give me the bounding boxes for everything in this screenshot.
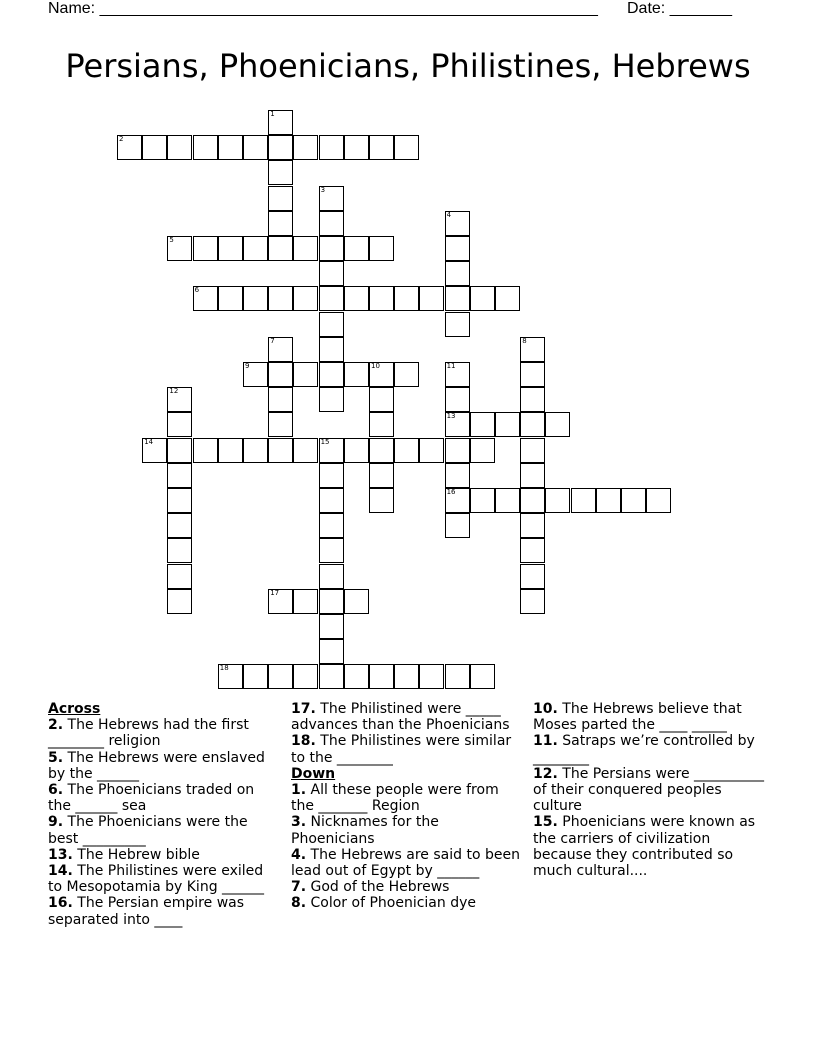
clue-item (291, 733, 523, 765)
grid-cell[interactable] (445, 362, 470, 387)
grid-cell[interactable] (268, 589, 293, 614)
grid-cell[interactable] (419, 664, 444, 689)
grid-cell[interactable] (243, 362, 268, 387)
clue-number: 3 (320, 185, 326, 194)
grid-cell[interactable] (319, 186, 344, 211)
clue-text: Color of Phoenician dye (306, 895, 476, 912)
clue-item (48, 717, 280, 749)
clue-item (48, 750, 280, 782)
clue-item (533, 766, 765, 815)
clue-item (291, 879, 523, 895)
grid-cell[interactable] (268, 337, 293, 362)
clue-text: Phoenicians were known as the carriers of civilization because they contributed so much cultural.... (533, 814, 756, 880)
grid-cell[interactable] (319, 337, 344, 362)
grid-cell[interactable] (293, 236, 318, 261)
clue-text: The Philistined were _____ advances than the Phoenicians (291, 701, 510, 734)
grid-cell[interactable] (142, 135, 167, 160)
clue-number: 7 (270, 336, 275, 345)
grid-cell[interactable] (193, 236, 218, 261)
grid-cell[interactable] (545, 488, 570, 513)
grid-cell[interactable] (293, 135, 318, 160)
grid-cell[interactable] (319, 438, 344, 463)
clue-number: 10 (371, 362, 380, 370)
clue-number-label: 5. (48, 749, 64, 766)
grid-cell[interactable] (268, 186, 293, 211)
grid-cell[interactable] (319, 135, 344, 160)
clue-number-label: 1. (291, 782, 307, 799)
clue-number: 18 (219, 664, 229, 673)
grid-cell[interactable] (596, 488, 621, 513)
clue-number: 12 (169, 387, 179, 396)
clues-column-1 (48, 701, 280, 928)
across-clue-list-continued (291, 701, 523, 766)
grid-cell[interactable] (167, 236, 192, 261)
grid-cell[interactable] (268, 211, 293, 236)
clue-text: The Phoenicians traded on the ______ sea (48, 782, 255, 815)
grid-cell[interactable] (470, 286, 495, 311)
grid-cell[interactable] (445, 211, 470, 236)
grid-cell[interactable] (369, 488, 394, 513)
grid-cell[interactable] (218, 664, 243, 689)
grid-cell[interactable] (293, 589, 318, 614)
grid-cell[interactable] (268, 664, 293, 689)
grid-cell[interactable] (243, 664, 268, 689)
grid-cell[interactable] (419, 438, 444, 463)
grid-cell[interactable] (193, 135, 218, 160)
grid-cell[interactable] (167, 135, 192, 160)
grid-cell[interactable] (268, 236, 293, 261)
grid-cell[interactable] (268, 387, 293, 412)
grid-cell[interactable] (319, 614, 344, 639)
clue-number-label: 6. (48, 782, 64, 799)
grid-cell[interactable] (571, 488, 596, 513)
clue-number: 13 (446, 412, 456, 421)
grid-cell[interactable] (445, 261, 470, 286)
grid-cell[interactable] (319, 513, 344, 538)
grid-cell[interactable] (369, 362, 394, 387)
grid-cell[interactable] (218, 438, 243, 463)
clue-number: 16 (446, 488, 456, 496)
grid-cell[interactable] (243, 438, 268, 463)
grid-cell[interactable] (369, 412, 394, 437)
down-clue-list (291, 782, 523, 912)
grid-cell[interactable] (520, 387, 545, 412)
grid-cell[interactable] (243, 286, 268, 311)
grid-cell[interactable] (520, 564, 545, 589)
grid-cell[interactable] (167, 438, 192, 463)
grid-cell[interactable] (167, 564, 192, 589)
grid-cell[interactable] (495, 488, 520, 513)
grid-cell[interactable] (369, 463, 394, 488)
clue-number-label: 18. (291, 733, 316, 750)
grid-cell[interactable] (268, 438, 293, 463)
clue-number-label: 11. (533, 733, 558, 750)
grid-cell[interactable] (344, 438, 369, 463)
grid-cell[interactable] (520, 513, 545, 538)
clue-text: The Persian empire was separated into ____ (48, 895, 245, 928)
grid-cell[interactable] (520, 362, 545, 387)
clue-text: The Hebrews believe that Moses parted the ____ _____ (533, 701, 742, 734)
grid-cell[interactable] (218, 236, 243, 261)
grid-cell[interactable] (495, 286, 520, 311)
grid-cell[interactable] (445, 412, 470, 437)
across-clue-list (48, 717, 280, 928)
grid-cell[interactable] (344, 286, 369, 311)
grid-cell[interactable] (445, 286, 470, 311)
grid-cell[interactable] (369, 438, 394, 463)
clue-text: The Phoenicians were the best _________ (48, 814, 248, 847)
grid-cell[interactable] (268, 412, 293, 437)
grid-cell[interactable] (646, 488, 671, 513)
grid-cell[interactable] (419, 286, 444, 311)
clue-item (48, 782, 280, 814)
name-field-label: Name: ________________________________________________________ (48, 0, 598, 17)
grid-cell[interactable] (369, 135, 394, 160)
clue-text: The Hebrews are said to been lead out of Egypt by ______ (291, 846, 520, 880)
grid-cell[interactable] (394, 664, 419, 689)
grid-cell[interactable] (319, 639, 344, 664)
grid-cell[interactable] (520, 463, 545, 488)
grid-cell[interactable] (293, 438, 318, 463)
grid-cell[interactable] (167, 463, 192, 488)
grid-cell[interactable] (369, 286, 394, 311)
grid-cell[interactable] (268, 362, 293, 387)
clue-number: 6 (194, 286, 200, 295)
grid-cell[interactable] (495, 412, 520, 437)
grid-cell[interactable] (470, 438, 495, 463)
grid-cell[interactable] (167, 488, 192, 513)
grid-cell[interactable] (445, 438, 470, 463)
grid-cell[interactable] (243, 236, 268, 261)
clue-number-label: 14. (48, 863, 73, 880)
clue-number: 1 (270, 110, 275, 118)
grid-cell[interactable] (319, 589, 344, 614)
clue-number-label: 12. (533, 765, 558, 782)
clue-text: Satraps we’re controlled by ________ (533, 733, 755, 766)
clue-text: The Philistines were exiled to Mesopotamia by King ______ (48, 863, 265, 896)
clue-number-label: 15. (533, 814, 558, 831)
grid-cell[interactable] (445, 312, 470, 337)
clue-text: The Philistines were similar to the ________ (291, 733, 512, 766)
grid-cell[interactable] (344, 664, 369, 689)
clue-text: The Hebrew bible (72, 846, 200, 863)
grid-cell[interactable] (369, 236, 394, 261)
grid-cell[interactable] (167, 387, 192, 412)
clue-text: The Persians were __________ of their conquered peoples culture (533, 765, 765, 815)
grid-cell[interactable] (243, 135, 268, 160)
clue-text: God of the Hebrews (306, 879, 450, 896)
grid-cell[interactable] (394, 438, 419, 463)
grid-cell[interactable] (319, 211, 344, 236)
grid-cell[interactable] (142, 438, 167, 463)
clue-text: All these people were from the _______ Region (291, 782, 499, 815)
grid-cell[interactable] (520, 438, 545, 463)
clues-column-2 (291, 701, 523, 912)
grid-cell[interactable] (344, 362, 369, 387)
clue-text: Nicknames for the Phoenicians (291, 814, 439, 847)
grid-cell[interactable] (293, 362, 318, 387)
clue-item (48, 863, 280, 895)
grid-cell[interactable] (319, 564, 344, 589)
clue-number: 9 (245, 362, 250, 370)
clue-number: 14 (144, 437, 154, 446)
page-title: Persians, Phoenicians, Philistines, Hebrews (65, 47, 751, 85)
grid-cell[interactable] (470, 664, 495, 689)
grid-cell[interactable] (193, 438, 218, 463)
clue-number-label: 4. (291, 846, 307, 863)
grid-cell[interactable] (319, 463, 344, 488)
grid-cell[interactable] (344, 135, 369, 160)
grid-cell[interactable] (319, 286, 344, 311)
grid-cell[interactable] (268, 286, 293, 311)
clue-item (291, 701, 523, 733)
clue-number-label: 17. (291, 701, 316, 717)
grid-cell[interactable] (218, 135, 243, 160)
clue-item (291, 814, 523, 846)
grid-cell[interactable] (319, 538, 344, 563)
grid-cell[interactable] (445, 236, 470, 261)
grid-cell[interactable] (319, 488, 344, 513)
grid-cell[interactable] (268, 160, 293, 185)
date-field-label: Date: _______ (627, 0, 732, 17)
clue-item (48, 895, 280, 927)
clue-item (48, 814, 280, 846)
clue-number-label: 7. (291, 879, 307, 896)
clue-item (291, 782, 523, 814)
grid-cell[interactable] (445, 463, 470, 488)
grid-cell[interactable] (394, 286, 419, 311)
grid-cell[interactable] (167, 538, 192, 563)
grid-cell[interactable] (117, 135, 142, 160)
grid-cell[interactable] (445, 664, 470, 689)
grid-cell[interactable] (319, 664, 344, 689)
grid-cell[interactable] (344, 236, 369, 261)
grid-cell[interactable] (369, 664, 394, 689)
grid-cell[interactable] (621, 488, 646, 513)
grid-cell[interactable] (470, 412, 495, 437)
clue-number: 11 (446, 362, 456, 370)
grid-cell[interactable] (445, 513, 470, 538)
grid-cell[interactable] (268, 135, 293, 160)
down-heading: Down (291, 765, 336, 782)
grid-cell[interactable] (293, 286, 318, 311)
clue-item (533, 701, 765, 733)
grid-cell[interactable] (167, 589, 192, 614)
clue-number: 17 (270, 588, 280, 597)
grid-cell[interactable] (520, 488, 545, 513)
clue-item (48, 847, 280, 863)
grid-cell[interactable] (218, 286, 243, 311)
clue-item (291, 895, 523, 911)
grid-cell[interactable] (545, 412, 570, 437)
grid-cell[interactable] (319, 387, 344, 412)
clue-text: The Hebrews had the first ________ religion (48, 717, 249, 750)
grid-cell[interactable] (167, 412, 192, 437)
clue-item (291, 847, 523, 879)
grid-cell[interactable] (520, 337, 545, 362)
grid-cell[interactable] (394, 362, 419, 387)
clues-column-3 (533, 701, 765, 879)
grid-cell[interactable] (319, 236, 344, 261)
grid-cell[interactable] (167, 513, 192, 538)
grid-cell[interactable] (344, 589, 369, 614)
grid-cell[interactable] (293, 664, 318, 689)
clue-item (533, 733, 765, 765)
clue-number: 2 (119, 135, 124, 144)
clue-number: 8 (522, 336, 527, 345)
clue-text: The Hebrews were enslaved by the ______ (48, 749, 265, 782)
grid-cell[interactable] (394, 135, 419, 160)
clue-number: 4 (446, 210, 452, 219)
grid-cell[interactable] (520, 589, 545, 614)
clue-item (533, 814, 765, 879)
clue-number-label: 16. (48, 895, 73, 912)
grid-cell[interactable] (445, 488, 470, 513)
grid-cell[interactable] (193, 286, 218, 311)
grid-cell[interactable] (319, 312, 344, 337)
clue-number: 15 (320, 437, 330, 446)
grid-cell[interactable] (470, 488, 495, 513)
grid-cell[interactable] (268, 110, 293, 135)
clue-number-label: 10. (533, 701, 558, 717)
grid-cell[interactable] (445, 387, 470, 412)
grid-cell[interactable] (520, 538, 545, 563)
down-clue-list-continued (533, 701, 765, 879)
clue-number-label: 3. (291, 814, 307, 831)
clue-number-label: 13. (48, 846, 73, 863)
across-heading: Across (48, 701, 101, 717)
grid-cell[interactable] (319, 362, 344, 387)
grid-cell[interactable] (520, 412, 545, 437)
clue-number-label: 8. (291, 895, 307, 912)
clue-number-label: 9. (48, 814, 64, 831)
clue-number: 5 (169, 236, 174, 244)
grid-cell[interactable] (319, 261, 344, 286)
grid-cell[interactable] (369, 387, 394, 412)
clue-number-label: 2. (48, 717, 64, 734)
